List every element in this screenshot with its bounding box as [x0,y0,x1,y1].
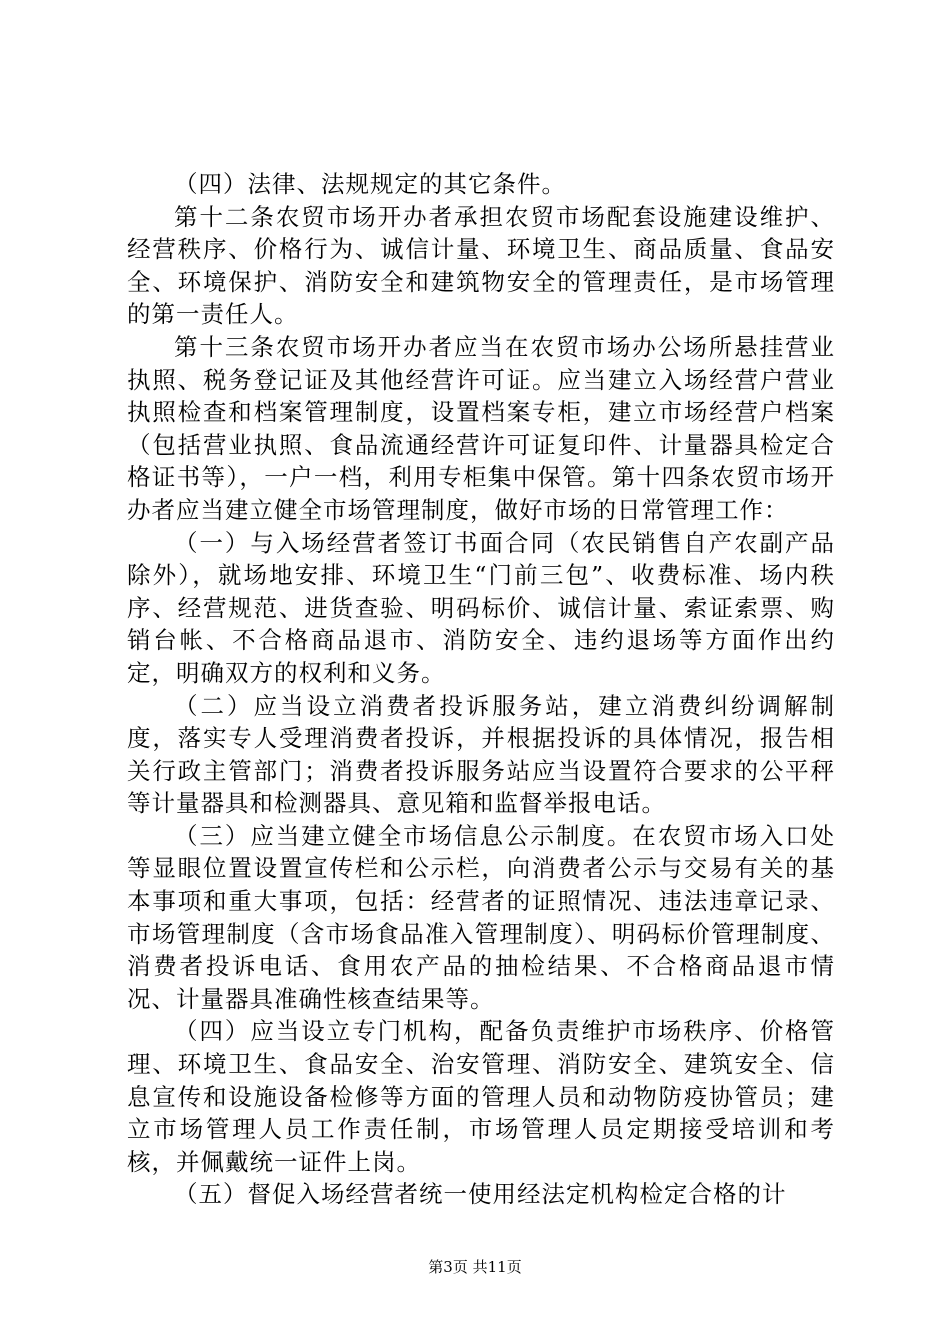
paragraph-item-1: （一）与入场经营者签订书面合同（农民销售自产农副产品除外），就场地安排、环境卫生“门前三包”、收费标准、场内秩序、经营规范、进货查验、明码标价、诚信计量、索证索票、购销台帐、不合格商品退市、消防安全、违约退场等方面作出约定，明确双方的权利和义务。 [127,528,835,687]
page-number-footer: 第3页 共11页 [428,1258,522,1276]
paragraph-item-5: （五）督促入场经营者统一使用经法定机构检定合格的计 [174,1180,787,1209]
paragraph-article-12: 第十二条农贸市场开办者承担农贸市场配套设施建设维护、经营秩序、价格行为、诚信计量、环境卫生、商品质量、食品安全、环境保护、消防安全和建筑物安全的管理责任，是市场管理的第一责任人。 [127,202,835,329]
paragraph-article-13-14: 第十三条农贸市场开办者应当在农贸市场办公场所悬挂营业执照、税务登记证及其他经营许可证。应当建立入场经营户营业执照检查和档案管理制度，设置档案专柜，建立市场经营户档案（包括营业执照、食品流通经营许可证复印件、计量器具检定合格证书等），一户一档，利用专柜集中保管。第十四条农贸市场开办者应当建立健全市场管理制度，做好市场的日常管理工作： [127,332,835,524]
paragraph-item-4: （四）应当设立专门机构，配备负责维护市场秩序、价格管理、环境卫生、食品安全、治安管理、消防安全、建筑安全、信息宣传和设施设备检修等方面的管理人员和动物防疫协管员；建立市场管理人员工作责任制，市场管理人员定期接受培训和考核，并佩戴统一证件上岗。 [127,1017,835,1176]
document-body [127,168,835,1211]
paragraph-condition-4: （四）法律、法规规定的其它条件。 [174,170,566,198]
paragraph-item-2: （二）应当设立消费者投诉服务站，建立消费纠纷调解制度，落实专人受理消费者投诉，并根据投诉的具体情况，报告相关行政主管部门；消费者投诉服务站应当设置符合要求的公平秤等计量器具和检测器具、意见箱和监督举报电话。 [127,691,835,818]
paragraph-item-3: （三）应当建立健全市场信息公示制度。在农贸市场入口处等显眼位置设置宣传栏和公示栏，向消费者公示与交易有关的基本事项和重大事项，包括：经营者的证照情况、违法违章记录、市场管理制度（含市场食品准入管理制度）、明码标价管理制度、消费者投诉电话、食用农产品的抽检结果、不合格商品退市情况、计量器具准确性核查结果等。 [127,821,835,1013]
